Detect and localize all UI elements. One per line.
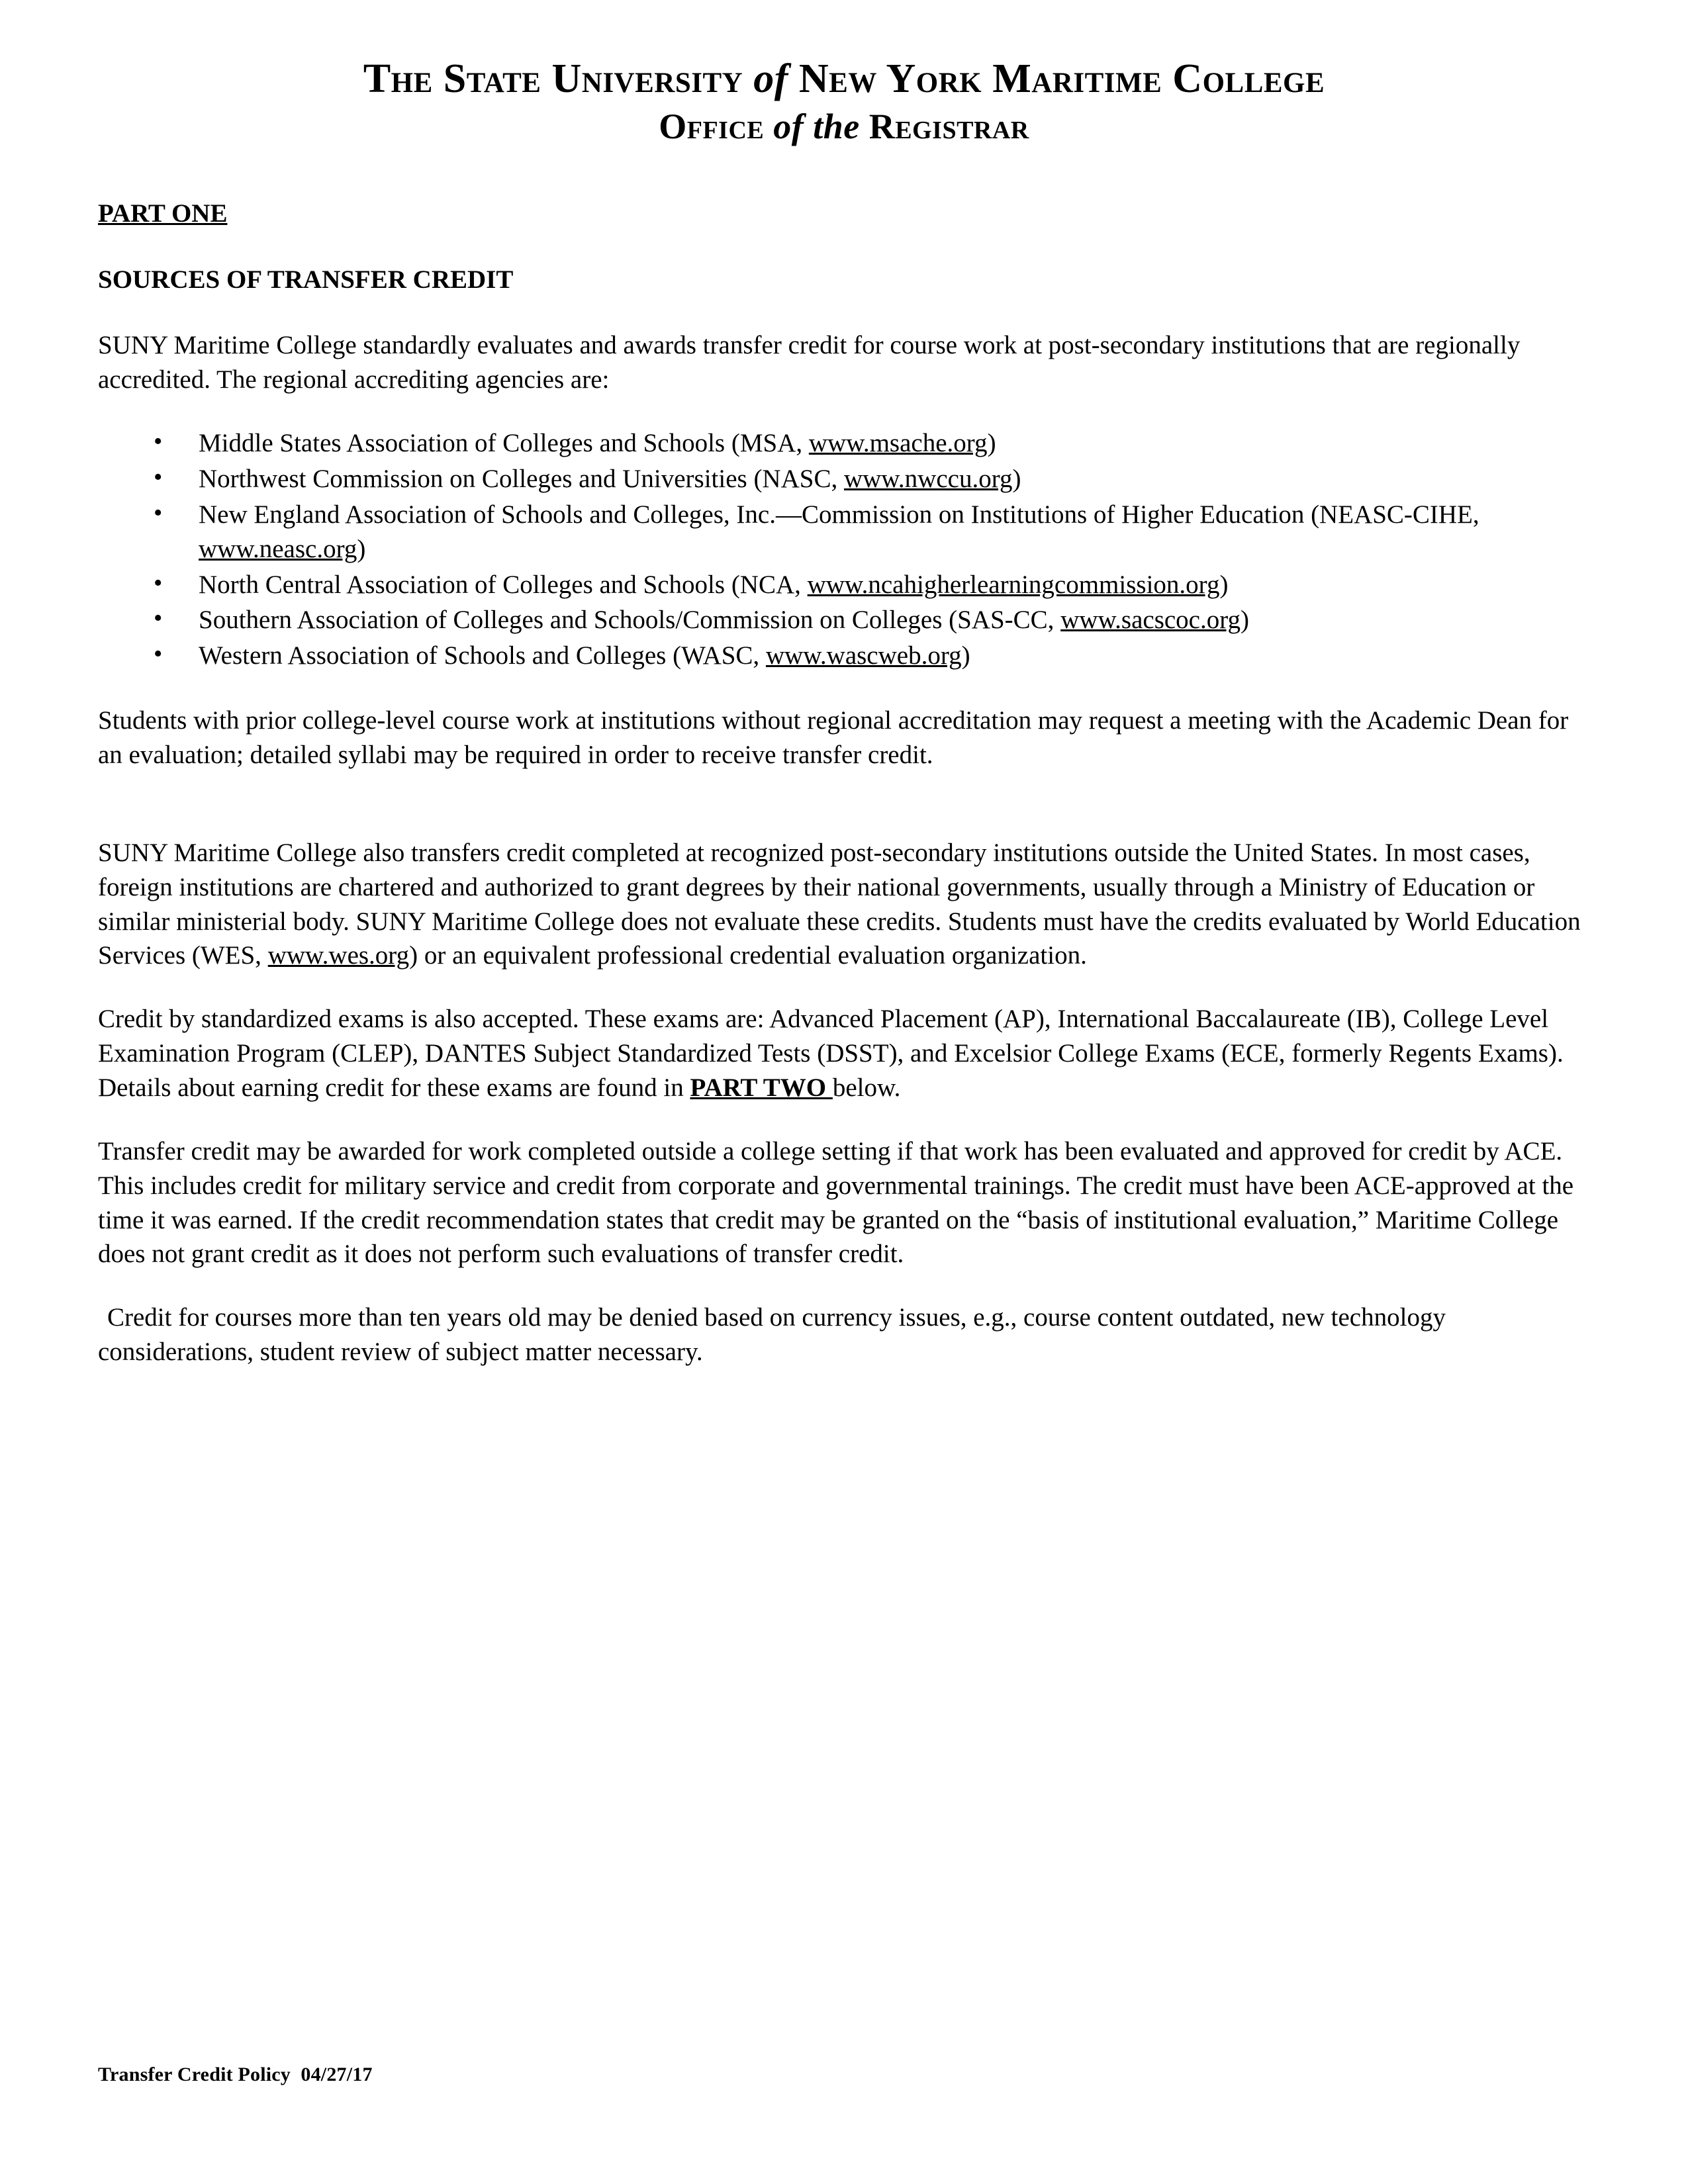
agency-suffix: )	[1241, 606, 1250, 635]
institution-title-of: of	[753, 56, 788, 101]
document-body	[98, 197, 1590, 1369]
ace-paragraph: Transfer credit may be awarded for work completed outside a college setting if that work has been evaluated and approved for credit by ACE. This includes credit for military service and credit from corporate and governmental trainings. The credit must have been ACE-approved at the time it was earned. If the credit recommendation states that credit may be granted on the “basis of institutional evaluation,” Maritime College does not grant credit as it does not perform such evaluations of transfer credit.	[98, 1136, 1574, 1269]
exams-text-part2: below.	[832, 1073, 901, 1102]
intro-paragraph: SUNY Maritime College standardly evaluates and awards transfer credit for course work at post-secondary institutions that are regionally accredited. The regional accrediting agencies are:	[98, 331, 1521, 394]
list-item	[98, 498, 1590, 567]
part-two-reference: PART TWO	[690, 1073, 833, 1102]
agency-suffix: )	[357, 534, 366, 563]
list-item	[98, 568, 1590, 602]
currency-paragraph: Credit for courses more than ten years old may be denied based on currency issues, e.g., course content outdated, new technology considerations, student review of subject matter necessary.	[98, 1303, 1446, 1367]
list-item	[98, 426, 1590, 461]
exams-text-part1: Credit by standardized exams is also accepted. These exams are: Advanced Placement (AP), International Baccalaureate (IB), College Level Examination Program (CLEP), DANTES Subject Standardized Tests (DSST), and Excelsior College Exams (ECE, formerly Regents Exams). Details about earning credit for these exams are found in	[98, 1005, 1564, 1102]
list-item	[98, 639, 1590, 673]
office-subtitle-part1: Office	[659, 106, 774, 146]
foreign-text-part1: SUNY Maritime College also transfers credit completed at recognized post-secondary institutions outside the United States. In most cases, foreign institutions are chartered and authorized to grant degrees by their national governments, usually through a Ministry of Education or similar ministerial body. SUNY Maritime College does not evaluate these credits. Students must have the credits evaluated by World Education Services (WES,	[98, 838, 1581, 970]
office-subtitle-part2: Registrar	[859, 106, 1029, 146]
agency-text: Western Association of Schools and Colleges (WASC,	[199, 641, 766, 670]
footer-policy-label: Transfer Credit Policy 04/27/17	[98, 2064, 373, 2085]
agency-url[interactable]: www.sacscoc.org	[1060, 606, 1241, 635]
spacer	[98, 296, 1590, 328]
agency-url[interactable]: www.wascweb.org	[765, 641, 962, 670]
agency-text: North Central Association of Colleges and Schools (NCA,	[199, 570, 808, 599]
agency-suffix: )	[987, 429, 996, 458]
non-regional-paragraph: Students with prior college-level course work at institutions without regional accreditation may request a meeting with the Academic Dean for an evaluation; detailed syllabi may be required in order to receive transfer credit.	[98, 706, 1569, 769]
part-one-heading-row	[98, 197, 1590, 230]
agency-text: Northwest Commission on Colleges and Universities (NASC,	[199, 464, 844, 493]
agency-suffix: )	[961, 641, 970, 670]
institution-title	[0, 57, 1688, 101]
office-subtitle-ofthe: of the	[773, 106, 860, 146]
agency-url[interactable]: www.ncahigherlearningcommission.org	[807, 570, 1220, 599]
agency-text: New England Association of Schools and Colleges, Inc.—Commission on Institutions of Higher Education (NEASC-CIHE,	[199, 500, 1479, 529]
spacer	[98, 397, 1590, 426]
spacer	[98, 772, 1590, 836]
list-item	[98, 603, 1590, 637]
agency-text: Middle States Association of Colleges and Schools (MSA,	[199, 429, 809, 458]
office-subtitle	[0, 107, 1688, 146]
part-one-heading: PART ONE	[98, 199, 228, 228]
document-header	[0, 0, 1688, 146]
institution-title-part2: New York Maritime College	[788, 56, 1325, 101]
agency-url[interactable]: www.msache.org	[808, 429, 988, 458]
agency-text: Southern Association of Colleges and Schools/Commission on Colleges (SAS-CC,	[199, 606, 1061, 635]
institution-title-part1: The State University	[363, 56, 754, 101]
spacer	[98, 1105, 1590, 1134]
agency-suffix: )	[1219, 570, 1229, 599]
section-heading: SOURCES OF TRANSFER CREDIT	[98, 265, 514, 294]
spacer	[98, 231, 1590, 263]
spacer	[98, 1271, 1590, 1300]
standardized-exams-paragraph	[98, 1002, 1590, 1105]
agency-suffix: )	[1012, 464, 1021, 493]
agency-url[interactable]: www.neasc.org	[199, 534, 357, 563]
accrediting-agency-list	[98, 426, 1590, 673]
spacer	[98, 674, 1590, 704]
agency-url[interactable]: www.nwccu.org	[843, 464, 1013, 493]
foreign-institutions-paragraph	[98, 836, 1590, 973]
list-item	[98, 462, 1590, 496]
spacer	[98, 973, 1590, 1002]
wes-url[interactable]: www.wes.org	[267, 941, 410, 970]
foreign-text-part2: ) or an equivalent professional credential evaluation organization.	[409, 941, 1087, 970]
